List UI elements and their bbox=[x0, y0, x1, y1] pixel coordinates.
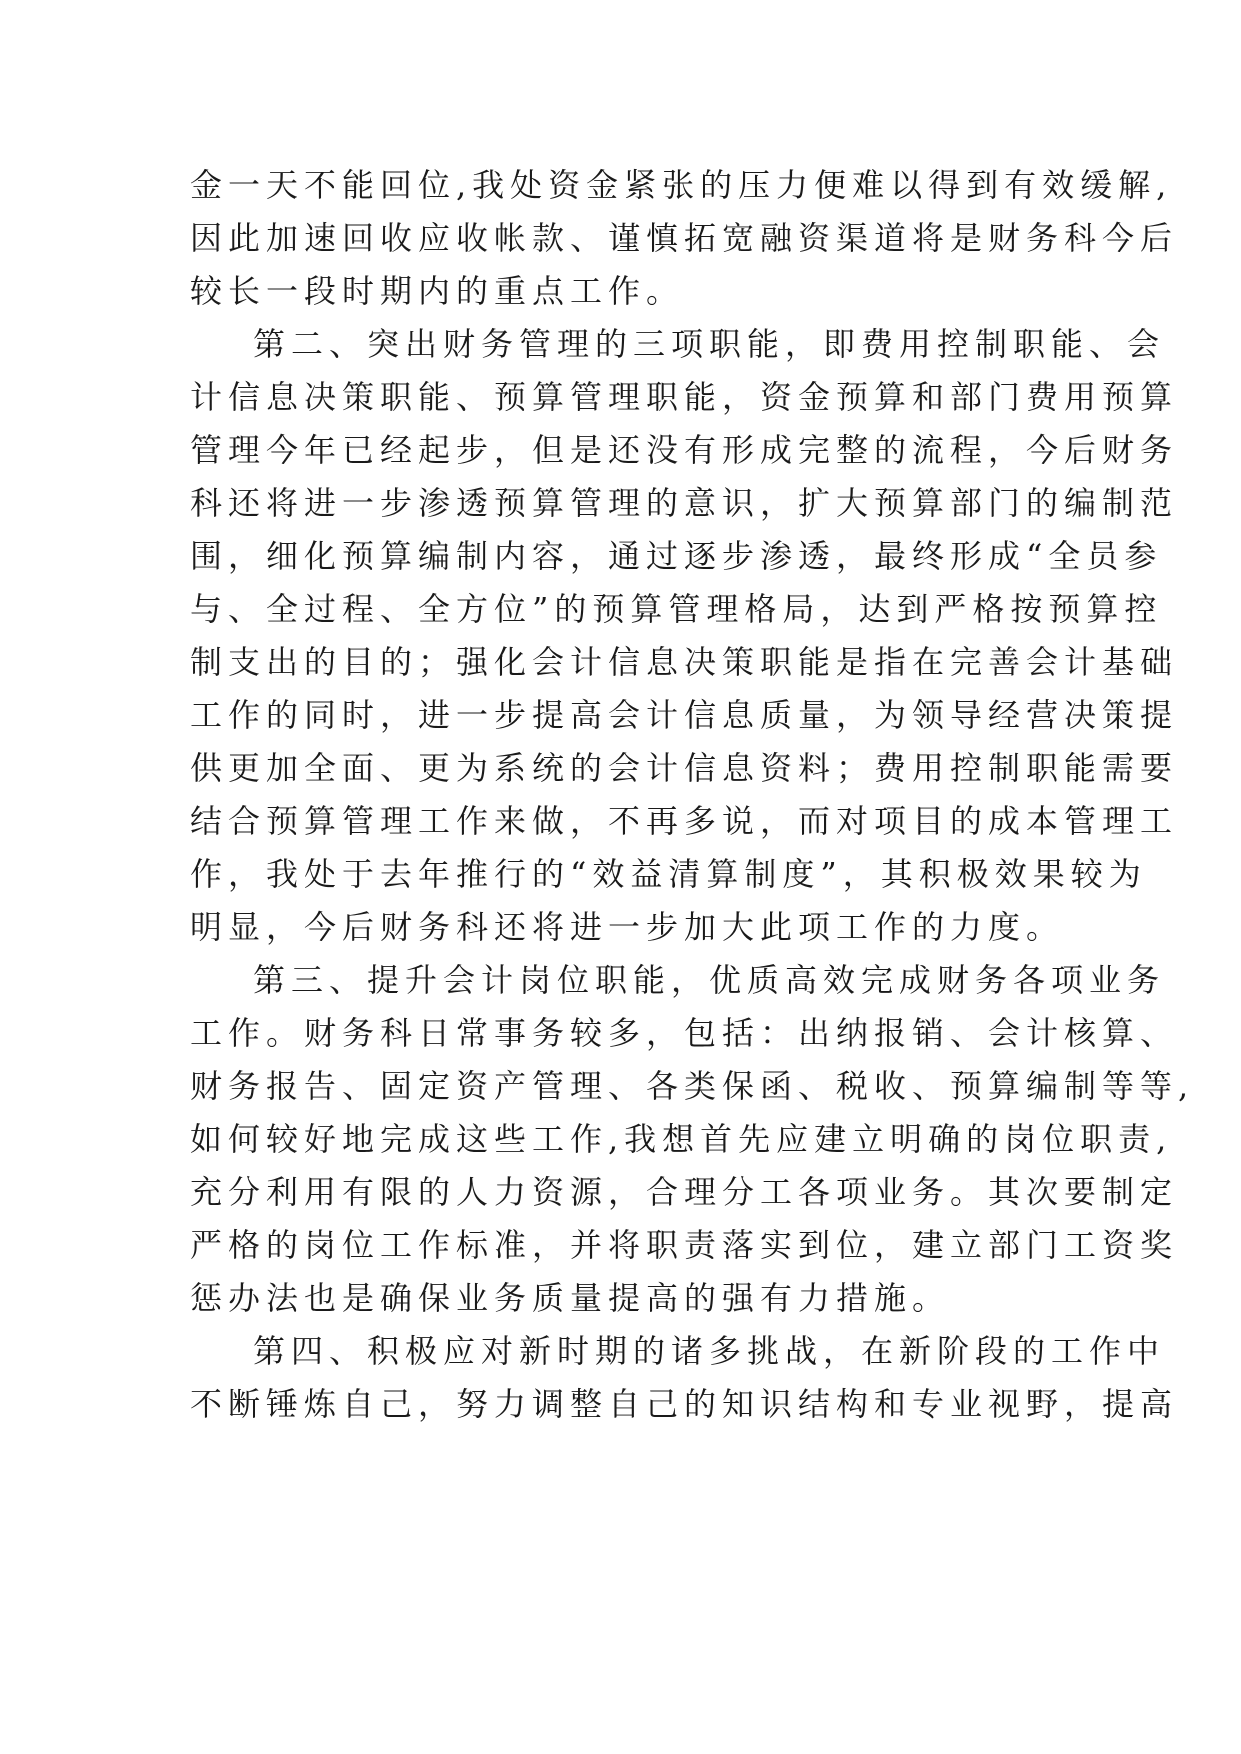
text-line: 明显，今后财务科还将进一步加大此项工作的力度。 bbox=[190, 908, 1065, 946]
text-line: 惩办法也是确保业务质量提高的强有力措施。 bbox=[190, 1279, 951, 1317]
text-line: 围，细化预算编制内容，通过逐步渗透，最终形成“全员参 bbox=[190, 537, 1163, 575]
text-line: 金一天不能回位,我处资金紧张的压力便难以得到有效缓解, bbox=[190, 166, 1173, 204]
text-line: 严格的岗位工作标准，并将职责落实到位，建立部门工资奖 bbox=[190, 1226, 1179, 1264]
text-line: 如何较好地完成这些工作,我想首先应建立明确的岗位职责, bbox=[190, 1120, 1173, 1158]
text-line: 因此加速回收应收帐款、谨慎拓宽融资渠道将是财务科今后 bbox=[190, 219, 1179, 257]
text-line: 结合预算管理工作来做，不再多说，而对项目的成本管理工 bbox=[190, 802, 1179, 840]
text-line: 较长一段时期内的重点工作。 bbox=[190, 272, 685, 310]
paragraph-start-line: 第二、突出财务管理的三项职能，即费用控制职能、会 bbox=[253, 325, 1166, 363]
text-line: 充分利用有限的人力资源，合理分工各项业务。其次要制定 bbox=[190, 1173, 1179, 1211]
text-line: 与、全过程、全方位”的预算管理格局，达到严格按预算控 bbox=[190, 590, 1163, 628]
text-line: 管理今年已经起步，但是还没有形成完整的流程，今后财务 bbox=[190, 431, 1179, 469]
text-line: 工作的同时，进一步提高会计信息质量，为领导经营决策提 bbox=[190, 696, 1179, 734]
text-line: 不断锤炼自己，努力调整自己的知识结构和专业视野，提高 bbox=[190, 1385, 1179, 1423]
text-line: 科还将进一步渗透预算管理的意识，扩大预算部门的编制范 bbox=[190, 484, 1179, 522]
text-line: 制支出的目的；强化会计信息决策职能是指在完善会计基础 bbox=[190, 643, 1179, 681]
text-line: 作，我处于去年推行的“效益清算制度”，其积极效果较为 bbox=[190, 855, 1147, 893]
text-line: 计信息决策职能、预算管理职能，资金预算和部门费用预算 bbox=[190, 378, 1179, 416]
text-line: 供更加全面、更为系统的会计信息资料；费用控制职能需要 bbox=[190, 749, 1179, 787]
paragraph-start-line: 第四、积极应对新时期的诸多挑战，在新阶段的工作中 bbox=[253, 1332, 1166, 1370]
text-line: 工作。财务科日常事务较多，包括：出纳报销、会计核算、 bbox=[190, 1014, 1179, 1052]
paragraph-start-line: 第三、提升会计岗位职能，优质高效完成财务各项业务 bbox=[253, 961, 1166, 999]
text-line: 财务报告、固定资产管理、各类保函、税收、预算编制等等, bbox=[190, 1067, 1195, 1105]
